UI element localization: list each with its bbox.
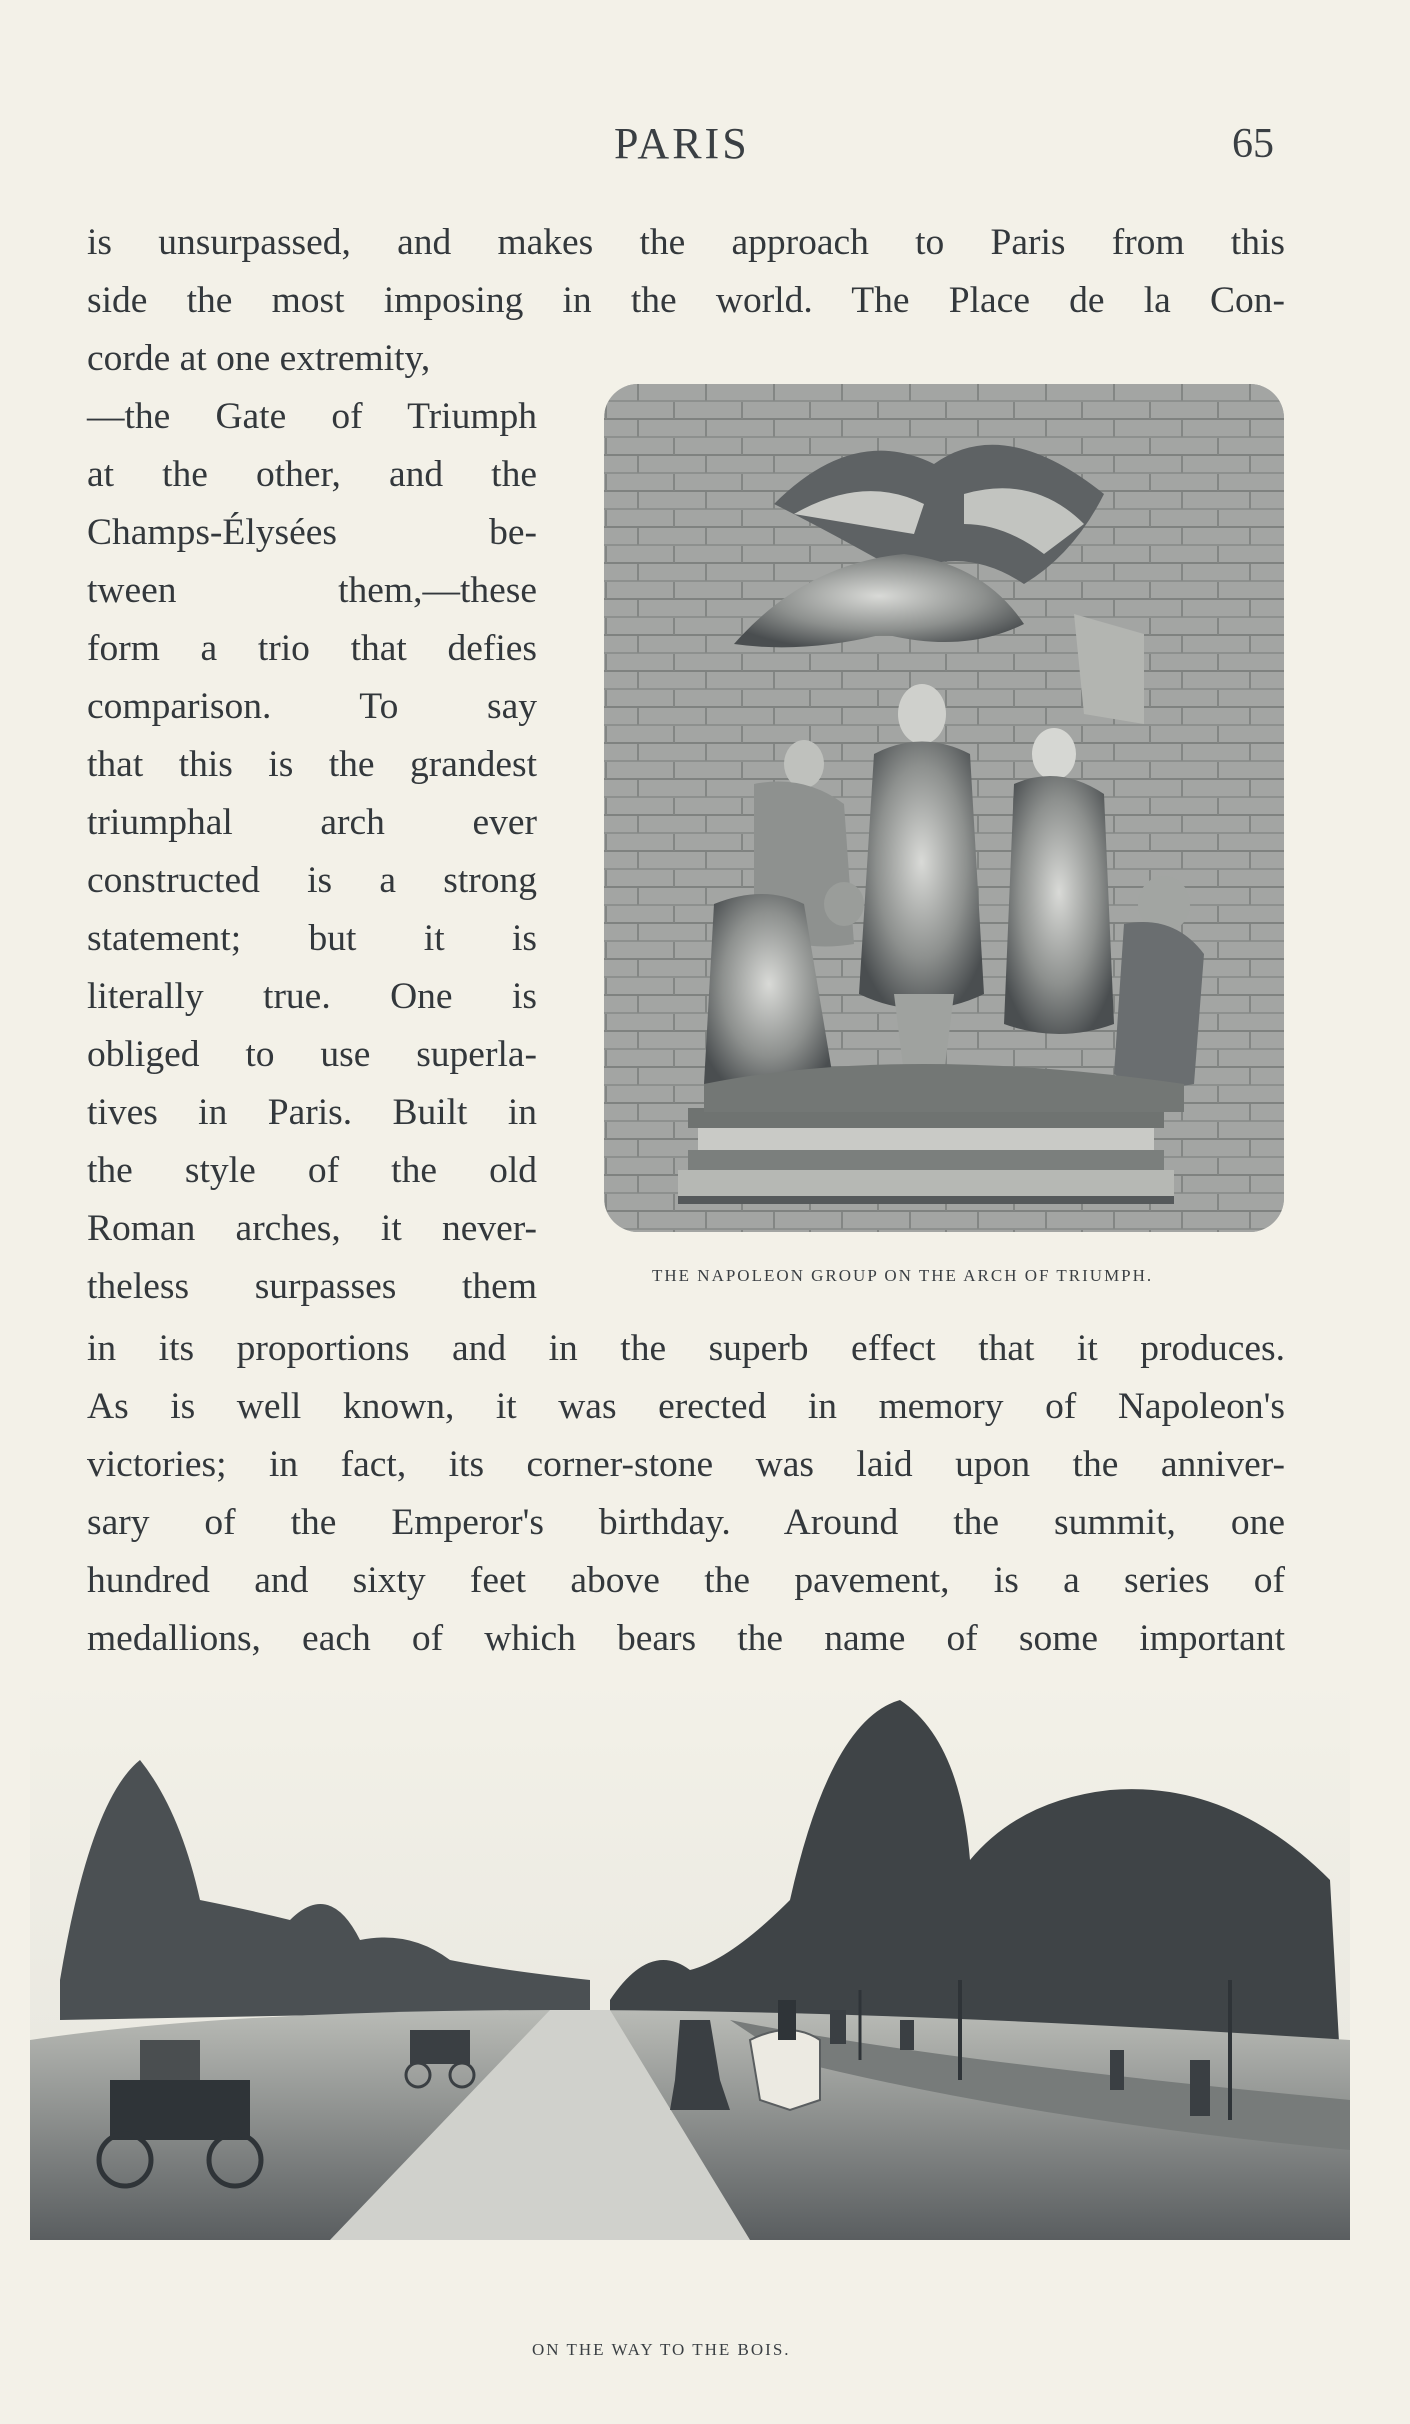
text-line: comparison. To say (87, 686, 537, 727)
text-line: As is well known, it was erected in memory of Napoleon's (87, 1386, 1285, 1427)
napoleon-group-illustration (604, 384, 1284, 1232)
text-line: tives in Paris. Built in (87, 1092, 537, 1133)
text-line: at the other, and the (87, 454, 537, 495)
text-line: is unsurpassed, and makes the approach to Paris from this (87, 222, 1285, 263)
text-line: that this is the grandest (87, 744, 537, 785)
text-line: sary of the Emperor's birthday. Around the summit, one (87, 1502, 1285, 1543)
avenue-engraving (30, 1680, 1350, 2240)
text-line: theless surpasses them (87, 1266, 537, 1307)
text-line: statement; but it is (87, 918, 537, 959)
text-line: victories; in fact, its corner-stone was laid upon the anniver- (87, 1444, 1285, 1485)
avenue-illustration (30, 1680, 1350, 2240)
text-line: Roman arches, it never- (87, 1208, 537, 1249)
sculpture-caption: THE NAPOLEON GROUP ON THE ARCH OF TRIUMPH. (652, 1266, 1154, 1285)
text-line: side the most imposing in the world. The Place de la Con- (87, 280, 1285, 321)
text-line: medallions, each of which bears the name of some important (87, 1618, 1285, 1659)
text-line: in its proportions and in the superb effect that it produces. (87, 1328, 1285, 1369)
text-line: literally true. One is (87, 976, 537, 1017)
text-line: form a trio that defies (87, 628, 537, 669)
sculpture-engraving (604, 384, 1284, 1232)
text-line: the style of the old (87, 1150, 537, 1191)
running-title: PARIS (614, 119, 750, 168)
text-line: hundred and sixty feet above the pavement, is a series of (87, 1560, 1285, 1601)
text-line: triumphal arch ever (87, 802, 537, 843)
text-line: corde at one extremity, (87, 338, 431, 379)
running-head (0, 118, 1410, 178)
text-line: obliged to use superla- (87, 1034, 537, 1075)
text-line: tween them,—these (87, 570, 537, 611)
page-number: 65 (1232, 121, 1274, 167)
avenue-caption: ON THE WAY TO THE BOIS. (532, 2340, 791, 2359)
text-line: constructed is a strong (87, 860, 537, 901)
text-line: —the Gate of Triumph (87, 396, 537, 437)
text-line: Champs-Élysées be- (87, 512, 537, 553)
